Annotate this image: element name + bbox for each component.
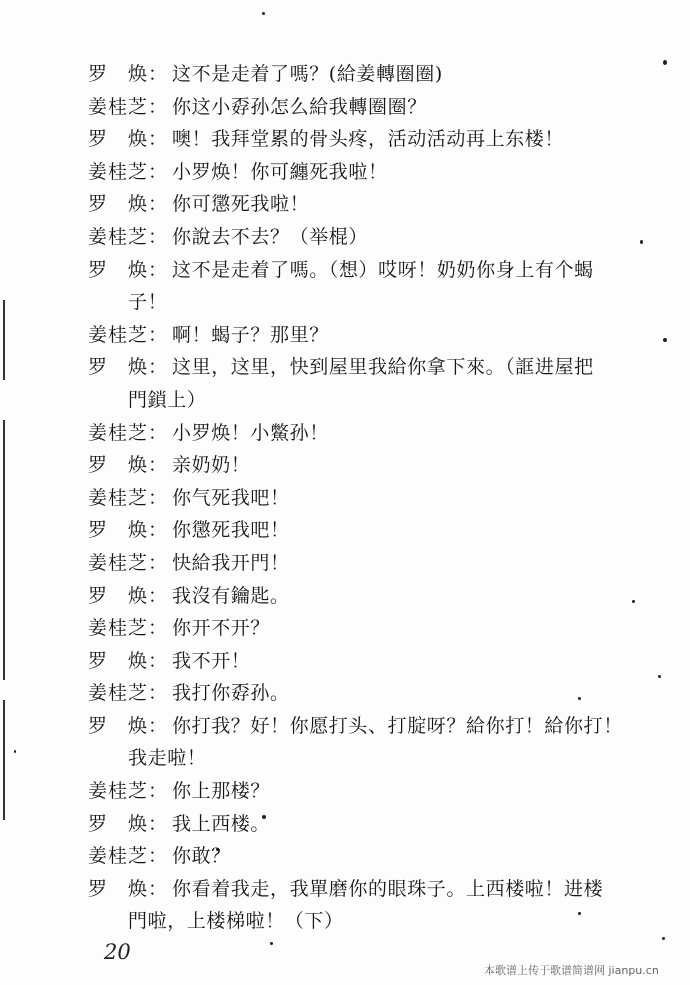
scan-speck bbox=[663, 60, 667, 65]
dialogue-line bbox=[88, 514, 658, 547]
speaker-name: 姜桂芝： bbox=[88, 323, 169, 346]
scan-speck bbox=[662, 937, 665, 940]
dialogue-text: 你气死我吧！ bbox=[172, 486, 290, 509]
scan-edge-mark bbox=[3, 300, 5, 380]
dialogue-text: 小罗焕！小鱉孙！ bbox=[172, 421, 329, 444]
dialogue-line bbox=[88, 677, 658, 710]
speaker-name: 姜桂芝： bbox=[88, 845, 169, 868]
dialogue-line bbox=[88, 417, 658, 450]
speaker-name: 罗 焕： bbox=[88, 649, 169, 672]
dialogue-text: 你可懲死我啦！ bbox=[172, 193, 310, 216]
dialogue-text: 我上西楼。 bbox=[172, 812, 271, 835]
dialogue-line bbox=[88, 580, 658, 613]
dialogue-text: 你看着我走，我單磨你的眼珠子。上西楼啦！进楼 bbox=[172, 877, 604, 900]
dialogue-text: 你懲死我吧！ bbox=[172, 519, 290, 542]
dialogue-text: 这里，这里，快到屋里我給你拿下來。（誆进屋把 bbox=[172, 356, 594, 379]
speaker-name: 罗 焕： bbox=[88, 714, 169, 737]
speaker-name: 罗 焕： bbox=[88, 63, 169, 85]
speaker-name: 姜桂芝： bbox=[88, 682, 169, 705]
dialogue-line bbox=[88, 319, 658, 352]
dialogue-text: 你打我？好！你愿打头、打腚呀？給你打！給你打！ bbox=[172, 714, 623, 737]
speaker-name: 罗 焕： bbox=[88, 812, 169, 835]
dialogue-text: 这不是走着了嗎。（想）哎呀！奶奶你身上有个蝎 bbox=[172, 258, 594, 281]
dialogue-line bbox=[88, 123, 658, 156]
speaker-name: 罗 焕： bbox=[88, 128, 169, 151]
dialogue-continuation bbox=[88, 384, 658, 417]
dialogue-text: 你敢？ bbox=[172, 845, 231, 868]
dialogue-text: 亲奶奶！ bbox=[172, 454, 251, 477]
dialogue-line bbox=[88, 482, 658, 515]
scan-speck bbox=[658, 675, 661, 678]
speaker-name: 罗 焕： bbox=[88, 519, 169, 542]
script-dialogue bbox=[88, 58, 658, 938]
speaker-name: 罗 焕： bbox=[88, 258, 169, 281]
dialogue-text: 我沒有鑰匙。 bbox=[172, 584, 290, 607]
dialogue-text: 我不开！ bbox=[172, 649, 251, 672]
speaker-name: 罗 焕： bbox=[88, 193, 169, 216]
dialogue-line bbox=[88, 188, 658, 221]
dialogue-text: 你上那楼？ bbox=[172, 780, 271, 803]
dialogue-line bbox=[88, 710, 658, 743]
page-number: 20 bbox=[104, 940, 131, 964]
speaker-name: 姜桂芝： bbox=[88, 486, 169, 509]
dialogue-continuation bbox=[88, 286, 658, 319]
scan-speck bbox=[663, 338, 667, 342]
speaker-name: 姜桂芝： bbox=[88, 551, 169, 574]
dialogue-line bbox=[88, 156, 658, 189]
dialogue-line bbox=[88, 873, 658, 906]
dialogue-text: 噢！我拜堂累的骨头疼，活动活动再上东楼！ bbox=[172, 128, 565, 151]
scan-speck bbox=[262, 12, 265, 15]
dialogue-line bbox=[88, 645, 658, 678]
dialogue-line bbox=[88, 351, 658, 384]
speaker-name: 姜桂芝： bbox=[88, 617, 169, 640]
dialogue-line bbox=[88, 254, 658, 287]
speaker-name: 姜桂芝： bbox=[88, 421, 169, 444]
dialogue-line bbox=[88, 808, 658, 841]
scan-edge-mark bbox=[3, 700, 5, 820]
dialogue-text: 小罗焕！你可纏死我啦！ bbox=[172, 160, 388, 183]
scan-edge-mark bbox=[3, 420, 5, 680]
dialogue-line bbox=[88, 58, 658, 91]
dialogue-text: 你开不开？ bbox=[172, 617, 271, 640]
dialogue-text: 門啦，上楼梯啦！（下） bbox=[128, 910, 344, 933]
speaker-name: 姜桂芝： bbox=[88, 225, 169, 248]
speaker-name: 姜桂芝： bbox=[88, 780, 169, 803]
dialogue-continuation bbox=[88, 742, 658, 775]
dialogue-line bbox=[88, 775, 658, 808]
dialogue-line bbox=[88, 449, 658, 482]
dialogue-continuation bbox=[88, 905, 658, 938]
dialogue-text: 这不是走着了嗎？(給姜轉圈圈) bbox=[172, 63, 443, 85]
scan-speck bbox=[14, 750, 16, 753]
speaker-name: 罗 焕： bbox=[88, 877, 169, 900]
dialogue-text: 你这小孬孙怎么給我轉圈圈？ bbox=[172, 95, 427, 118]
dialogue-line bbox=[88, 612, 658, 645]
watermark-text: 本歌谱上传于歌谱简谱网 jianpu.cn bbox=[484, 964, 659, 977]
dialogue-text: 我打你孬孙。 bbox=[172, 682, 290, 705]
dialogue-text: 門鎖上） bbox=[128, 388, 207, 411]
scan-speck bbox=[270, 942, 273, 945]
dialogue-text: 我走啦！ bbox=[128, 747, 207, 770]
speaker-name: 罗 焕： bbox=[88, 454, 169, 477]
dialogue-line bbox=[88, 547, 658, 580]
dialogue-text: 子！ bbox=[128, 291, 168, 314]
speaker-name: 罗 焕： bbox=[88, 356, 169, 379]
dialogue-text: 快給我开門！ bbox=[172, 551, 290, 574]
speaker-name: 姜桂芝： bbox=[88, 95, 169, 118]
dialogue-line bbox=[88, 840, 658, 873]
speaker-name: 罗 焕： bbox=[88, 584, 169, 607]
dialogue-line bbox=[88, 91, 658, 124]
dialogue-text: 啊！蝎子？那里？ bbox=[172, 323, 329, 346]
speaker-name: 姜桂芝： bbox=[88, 160, 169, 183]
dialogue-line bbox=[88, 221, 658, 254]
dialogue-text: 你說去不去？（举棍） bbox=[172, 225, 369, 248]
